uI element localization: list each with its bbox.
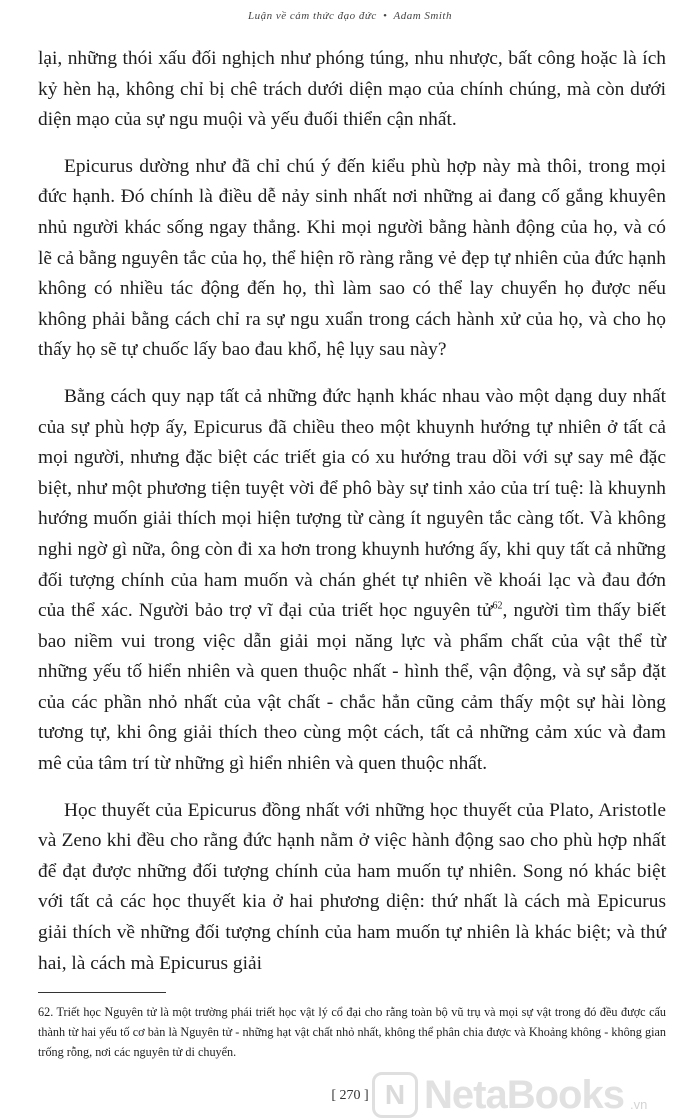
body-text xyxy=(38,44,666,995)
watermark-brand: NetaBooks xyxy=(424,1072,624,1117)
paragraph-4: Học thuyết của Epicurus đồng nhất với những học thuyết của Plato, Aristotle và Zeno khi đều cho rằng đức hạnh nằm ở việc hành động sao cho phù hợp nhất để đạt được những đối tượng chính của ham muốn tự nhiên. Song nó khác biệt với tất cả các học thuyết kia ở hai phương diện: thứ nhất là cách mà Epicurus giải thích về những đối tượng chính của ham muốn tự nhiên là khác biệt; và thứ hai, là cách mà Epicurus giải xyxy=(38,799,666,974)
author-name: Adam Smith xyxy=(393,10,452,22)
page-number: [ 270 ] xyxy=(331,1088,369,1103)
book-title: Luận về cảm thức đạo đức xyxy=(248,10,377,22)
paragraph-2: Epicurus dường như đã chỉ chú ý đến kiểu phù hợp này mà thôi, trong mọi đức hạnh. Đó chính là điều dễ nảy sinh nhất nơi những ai đang cố gắng khuyên nhủ người khác sống ngay thẳng. Khi mọi người bằng hành động của họ, và có lẽ cả bằng nguyên tắc của họ, thể hiện rõ ràng rằng vẻ đẹp tự nhiên của đức hạnh không có nhiều tác động đến họ, thì làm sao có thể lay chuyển họ được nếu không phải bằng cách chỉ ra sự ngu xuẩn trong cách hành xử của họ, và cho họ thấy họ sẽ tự chuốc lấy bao đau khổ, hệ lụy sau này? xyxy=(38,155,666,361)
watermark-domain: .vn xyxy=(629,1097,648,1112)
running-header xyxy=(0,10,700,22)
netabooks-logo-icon: N xyxy=(372,1072,418,1118)
paragraph-1: lại, những thói xấu đối nghịch như phóng túng, nhu nhược, bất công hoặc là ích kỷ hèn hạ, không chỉ bị chê trách dưới diện mạo của chính chúng, mà còn dưới diện mạo của sự ngu muội và yếu đuối thiển cận nhất. xyxy=(38,48,666,131)
footnote-divider xyxy=(38,992,166,993)
paragraph-3 xyxy=(38,382,666,780)
footnote-ref[interactable]: 62 xyxy=(492,600,503,612)
separator-dot: • xyxy=(383,10,388,22)
footnote: 62. Triết học Nguyên tử là một trường phái triết học vật lý cổ đại cho rằng toàn bộ vũ trụ và mọi sự vật trong đó đều được cấu thành từ hai yếu tố cơ bản là Nguyên tử - những hạt vật chất nhỏ nhất, không thể phân chia được và Khoảng không - không gian trống rỗng, nơi các nguyên tử di chuyển. xyxy=(38,1005,666,1059)
paragraph-3-part2: , người tìm thấy biết bao niềm vui trong việc dẫn giải mọi năng lực và phẩm chất của vật thể từ những yếu tố hiển nhiên và quen thuộc nhất - hình thể, vận động, và sự sắp đặt của các phần nhỏ nhất của vật chất - chắc hẳn cũng cảm thấy một sự hài lòng tương tự, khi ông giải thích theo cùng một cách, tất cả những cảm xúc và đam mê của tâm trí từ những gì hiển nhiên và quen thuộc nhất. xyxy=(38,600,666,775)
paragraph-3-part1: Bằng cách quy nạp tất cả những đức hạnh khác nhau vào một dạng duy nhất của sự phù hợp ấy, Epicurus đã chiều theo một khuynh hướng tự nhiên ở tất cả mọi người, nhưng đặc biệt các triết gia có xu hướng trau dồi với sự say mê đặc biệt, như một phương tiện tuyệt vời để phô bày sự tinh xảo của trí tuệ: là khuynh hướng muốn giải thích mọi hiện tượng từ càng ít nguyên tắc càng tốt. Và không nghi ngờ gì nữa, ông còn đi xa hơn trong khuynh hướng ấy, khi quy tất cả những đối tượng chính của ham muốn và chán ghét tự nhiên về khoái lạc và đau đớn của thể xác. Người bảo trợ vĩ đại của triết học nguyên tử xyxy=(38,385,666,622)
